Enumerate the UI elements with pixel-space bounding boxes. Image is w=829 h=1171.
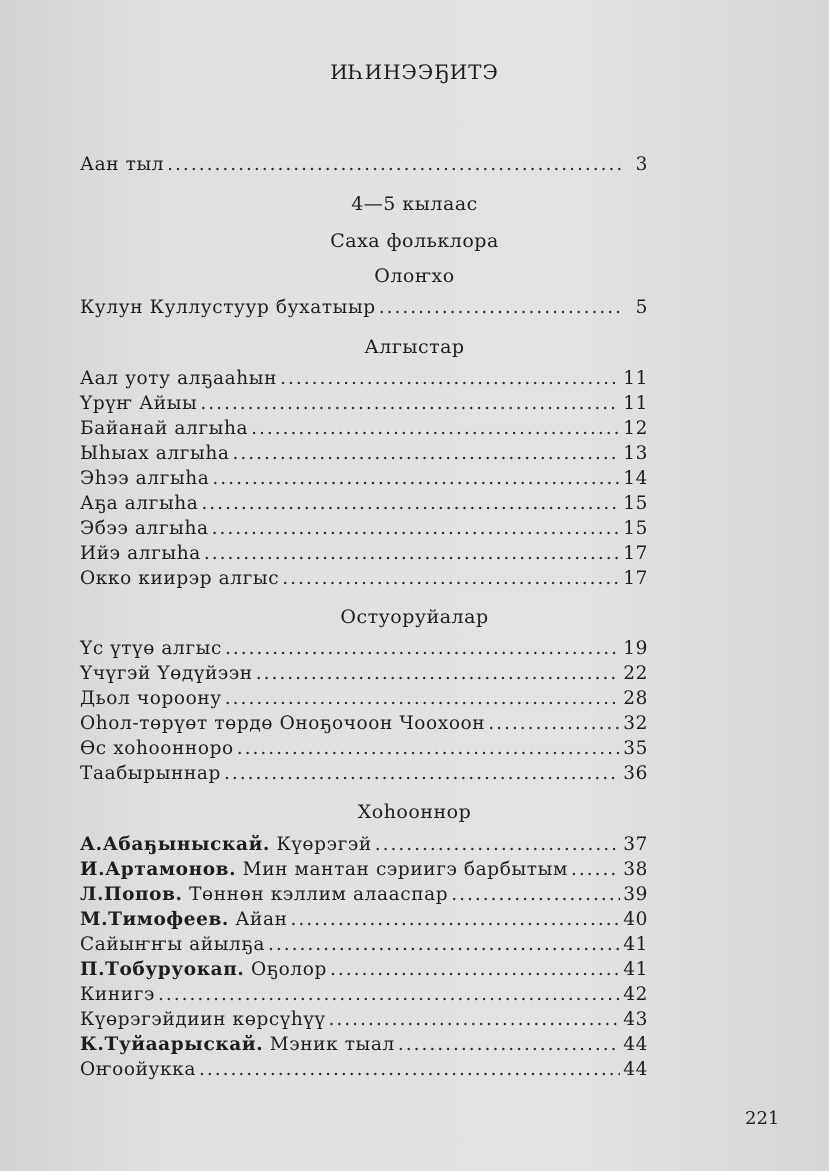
entry-label: Дьол чороону: [80, 688, 222, 709]
leader-dots: [571, 859, 620, 880]
page-title: ИҺИНЭЭҔИТЭ: [330, 60, 499, 84]
entry-label: Сайыҥҥы айылҕа: [80, 934, 265, 955]
toc-entry: [80, 1059, 648, 1084]
entry-page: 15: [623, 493, 648, 514]
leader-dots: [224, 763, 620, 784]
entry-label: Үс үтүө алгыс: [80, 638, 222, 659]
entry-page: 13: [623, 443, 648, 464]
leader-dots: [225, 638, 620, 659]
toc-entry: [80, 443, 648, 468]
toc-entry: [80, 688, 648, 713]
entry-label: [80, 859, 568, 880]
leader-dots: [375, 834, 621, 855]
leader-dots: [201, 493, 620, 514]
entry-page: 41: [623, 959, 648, 980]
leader-dots: [280, 368, 620, 389]
entry-page: 39: [623, 884, 648, 905]
toc-entry: [80, 909, 648, 934]
leader-dots: [199, 1059, 620, 1080]
toc-entry: [80, 468, 648, 493]
toc-entry: [80, 984, 648, 1009]
entry-page: 40: [623, 909, 648, 930]
toc-entry: [80, 663, 648, 688]
leader-dots: [329, 1009, 621, 1030]
entry-label: Окко киирэр алгыс: [80, 568, 280, 589]
toc-entry: [80, 393, 648, 418]
toc-entry: [80, 959, 648, 984]
leader-dots: [200, 393, 620, 414]
section-heading-grade: 4—5 кылаас: [351, 193, 478, 215]
entry-title: Оҕолор: [250, 959, 327, 980]
entry-label: Эһээ алгыһа: [80, 468, 210, 489]
entry-label: Аан тыл: [80, 154, 165, 175]
toc-entry: [80, 154, 648, 179]
toc-entry: [80, 297, 648, 322]
toc-entry: [80, 638, 648, 663]
toc-entry: [80, 834, 648, 859]
entry-title: Айан: [235, 909, 288, 930]
entry-label: Оһол-төрүөт төрдө Оноҕочоон Чоохоон: [80, 713, 486, 734]
entry-title: Күөрэгэй: [276, 834, 372, 855]
leader-dots: [167, 154, 625, 175]
entry-page: 15: [623, 518, 648, 539]
leader-dots: [256, 663, 621, 684]
entry-page: 32: [623, 713, 648, 734]
entry-page: 11: [623, 393, 648, 414]
entry-page: 44: [623, 1034, 648, 1055]
entry-label: Күөрэгэйдиин көрсүһүү: [80, 1009, 326, 1030]
toc-entry: [80, 493, 648, 518]
section-heading-olonkho: Олоҥхо: [374, 265, 455, 287]
entry-label: Байанай алгыһа: [80, 418, 249, 439]
leader-dots: [204, 543, 620, 564]
toc-entry: [80, 738, 648, 763]
entry-page: 3: [635, 154, 648, 175]
entry-page: 43: [623, 1009, 648, 1030]
entry-label: Өс хоһоонноро: [80, 738, 234, 759]
entry-author: Л.Попов.: [80, 884, 183, 905]
entry-label: Ийэ алгыһа: [80, 543, 201, 564]
entry-page: 38: [623, 859, 648, 880]
entry-title: Төннөн кэллим алааспар: [189, 884, 449, 905]
toc-entry: [80, 568, 648, 593]
toc-entry: [80, 763, 648, 788]
entry-label: [80, 1034, 395, 1055]
leader-dots: [398, 1034, 620, 1055]
entry-label: Оҥоойукка: [80, 1059, 196, 1080]
entry-label: [80, 909, 288, 930]
page-number: 221: [745, 1108, 780, 1129]
entry-page: 11: [623, 368, 648, 389]
entry-page: 44: [623, 1059, 648, 1080]
leader-dots: [212, 518, 621, 539]
toc-entry: [80, 543, 648, 568]
entry-author: А.Абаҕыныскай.: [80, 834, 270, 855]
toc-entry: [80, 934, 648, 959]
entry-author: К.Туйаарыскай.: [80, 1034, 264, 1055]
entry-page: 42: [623, 984, 648, 1005]
entry-label: [80, 959, 327, 980]
entry-page: 36: [623, 763, 648, 784]
leader-dots: [330, 959, 620, 980]
entry-page: 12: [623, 418, 648, 439]
entry-label: Үрүҥ Айыы: [80, 393, 198, 414]
toc-entry: [80, 368, 648, 393]
leader-dots: [225, 688, 620, 709]
entry-author: И.Артамонов.: [80, 859, 237, 880]
section-heading-ostuoruialar: Остуоруйалар: [340, 606, 489, 628]
entry-label: Аал уоту алҕааһын: [80, 368, 278, 389]
entry-page: 28: [623, 688, 648, 709]
leader-dots: [237, 738, 621, 759]
section-heading-khohoonnor: Хоһооннор: [357, 801, 472, 823]
leader-dots: [268, 934, 620, 955]
leader-dots: [379, 297, 625, 318]
toc-entry: [80, 884, 648, 909]
entry-title: Мэник тыал: [269, 1034, 395, 1055]
entry-label: [80, 834, 372, 855]
entry-title: Мин мантан сэриигэ барбытым: [242, 859, 568, 880]
leader-dots: [488, 713, 620, 734]
leader-dots: [282, 568, 620, 589]
leader-dots: [233, 443, 621, 464]
section-heading-algystar: Алгыстар: [364, 336, 465, 358]
leader-dots: [451, 884, 620, 905]
leader-dots: [291, 909, 621, 930]
entry-label: Таабырыннар: [80, 763, 221, 784]
entry-page: 22: [623, 663, 648, 684]
leader-dots: [158, 984, 620, 1005]
toc-entry: [80, 713, 648, 738]
entry-page: 35: [623, 738, 648, 759]
toc-entry: [80, 418, 648, 443]
entry-page: 19: [623, 638, 648, 659]
toc-entry: [80, 1009, 648, 1034]
toc-entry: [80, 1034, 648, 1059]
entry-page: 17: [623, 543, 648, 564]
entry-label: Ыһыах алгыһа: [80, 443, 230, 464]
entry-label: Аҕа алгыһа: [80, 493, 199, 514]
toc-entry: [80, 518, 648, 543]
entry-label: [80, 884, 448, 905]
toc-entry: [80, 859, 648, 884]
entry-label: Эбээ алгыһа: [80, 518, 209, 539]
entry-author: М.Тимофеев.: [80, 909, 229, 930]
leader-dots: [212, 468, 620, 489]
entry-page: 41: [623, 934, 648, 955]
section-heading-folklore: Саха фольклора: [330, 230, 499, 252]
entry-label: Үчүгэй Үөдүйээн: [80, 663, 253, 684]
leader-dots: [251, 418, 620, 439]
entry-page: 37: [623, 834, 648, 855]
entry-page: 5: [635, 297, 648, 318]
entry-page: 14: [623, 468, 648, 489]
entry-label: Кулун Куллустуур бухатыыр: [80, 297, 376, 318]
entry-label: Кинигэ: [80, 984, 155, 1005]
entry-page: 17: [623, 568, 648, 589]
entry-author: П.Тобуруокап.: [80, 959, 245, 980]
